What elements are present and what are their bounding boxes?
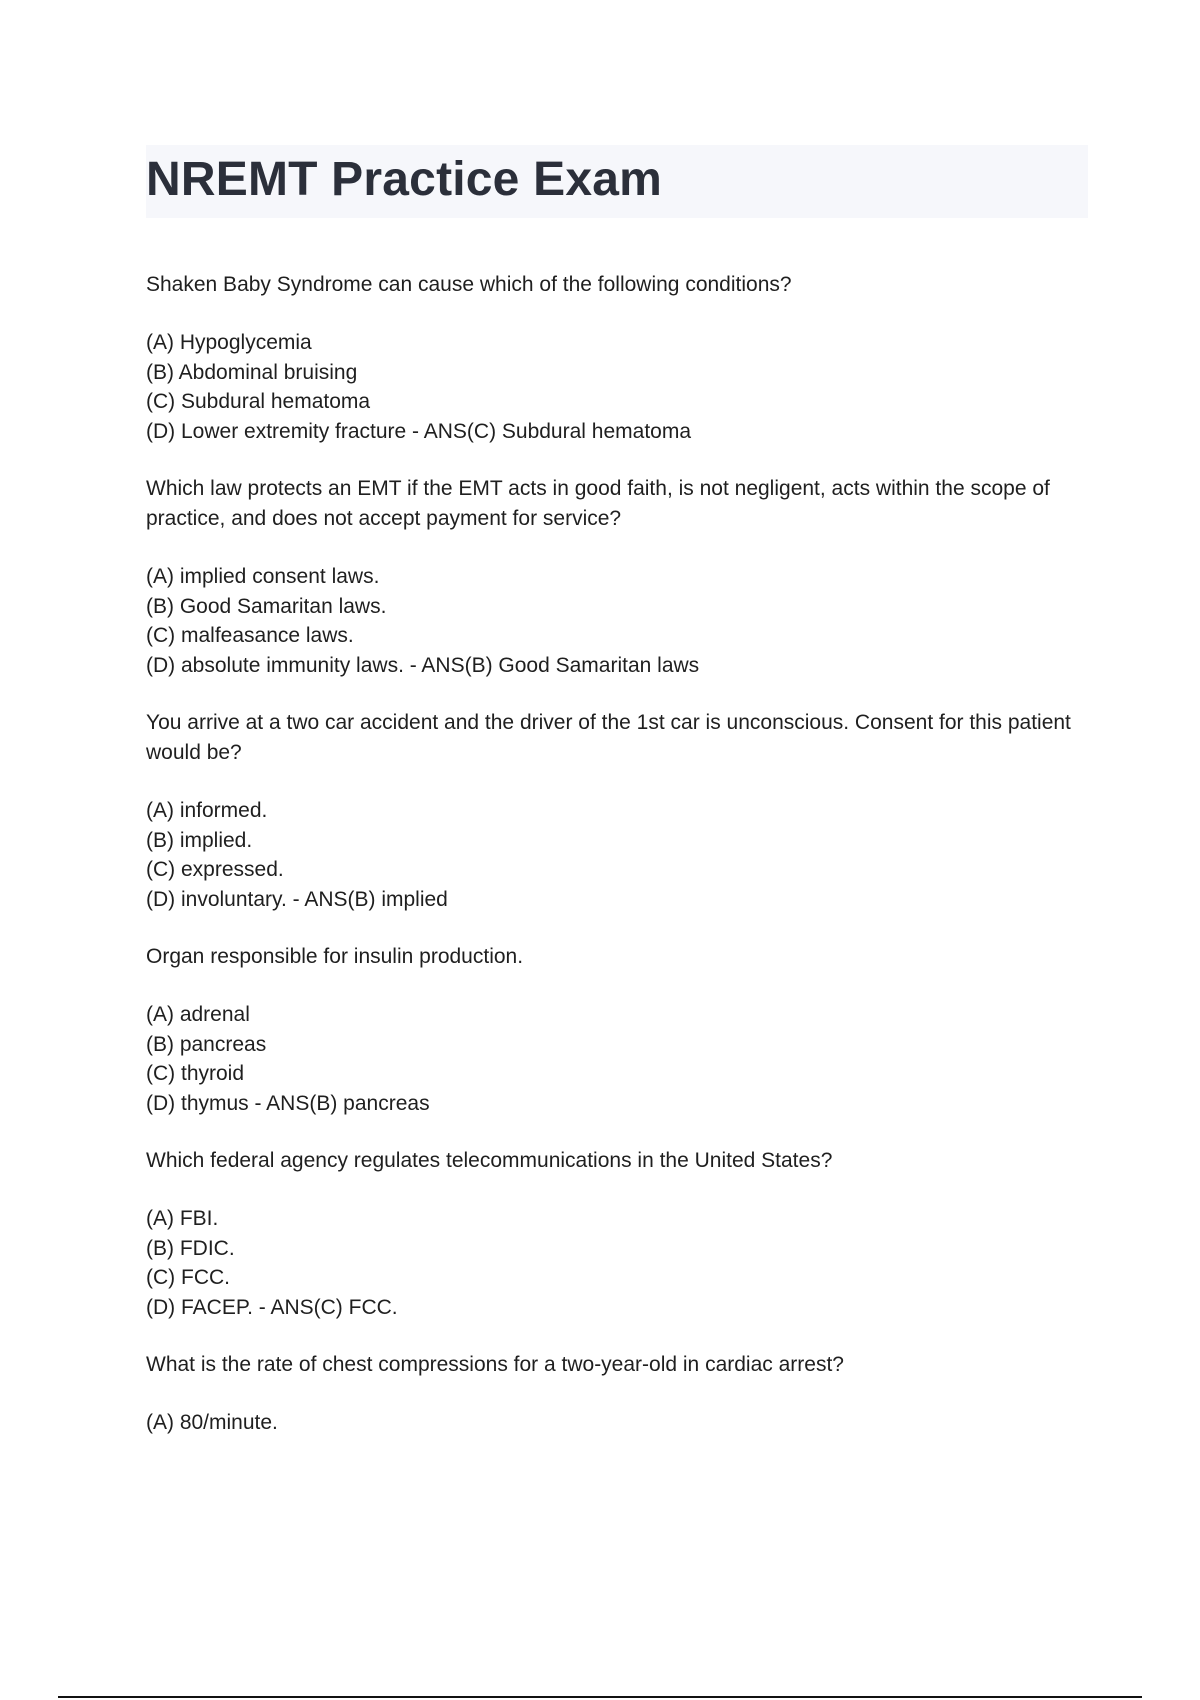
answer-option: (C) thyroid [146, 1062, 245, 1085]
answer-option: (B) Good Samaritan laws. [146, 594, 387, 618]
answer-option: (C) FCC. [146, 1266, 230, 1289]
answer-option: (A) informed. [146, 799, 268, 822]
question-text: What is the rate of chest compressions for a two-year-old in cardiac arrest? [146, 1353, 844, 1376]
answer-option: (D) thymus - ANS(B) pancreas [146, 1091, 430, 1115]
question-text: Which federal agency regulates telecommunications in the United States? [146, 1149, 833, 1172]
question-block [146, 708, 1088, 914]
answer-option: (B) FDIC. [146, 1236, 235, 1260]
answer-option: (A) implied consent laws. [146, 565, 380, 588]
answer-option: (C) expressed. [146, 858, 284, 881]
answer-option: (B) implied. [146, 828, 253, 852]
question-block [146, 270, 1088, 446]
title-banner [146, 145, 1088, 218]
question-list [146, 270, 1088, 1466]
footer-divider [58, 1696, 1142, 1698]
answer-option: (D) absolute immunity laws. - ANS(B) Good Samaritan laws [146, 653, 700, 677]
answer-option: (C) Subdural hematoma [146, 390, 371, 413]
question-block [146, 942, 1088, 1118]
answer-option: (D) involuntary. - ANS(B) implied [146, 887, 448, 911]
answer-option: (B) Abdominal bruising [146, 360, 358, 384]
answer-option: (D) FACEP. - ANS(C) FCC. [146, 1295, 398, 1319]
question-text: Organ responsible for insulin production. [146, 945, 524, 968]
answer-option: (A) 80/minute. [146, 1411, 278, 1434]
answer-option: (B) pancreas [146, 1032, 267, 1056]
question-text: You arrive at a two car accident and the driver of the 1st car is unconscious. Consent for this patient would be? [146, 711, 1071, 764]
answer-option: (D) Lower extremity fracture - ANS(C) Subdural hematoma [146, 419, 692, 443]
question-text: Which law protects an EMT if the EMT acts in good faith, is not negligent, acts within the scope of practice, and does not accept payment for service? [146, 477, 1050, 530]
answer-option: (A) adrenal [146, 1003, 250, 1026]
answer-option: (A) FBI. [146, 1207, 219, 1230]
question-block [146, 474, 1088, 680]
question-block [146, 1350, 1088, 1438]
answer-option: (A) Hypoglycemia [146, 331, 312, 354]
question-text: Shaken Baby Syndrome can cause which of the following conditions? [146, 273, 792, 296]
answer-option: (C) malfeasance laws. [146, 624, 354, 647]
question-block [146, 1146, 1088, 1322]
page-title: NREMT Practice Exam [146, 153, 663, 206]
